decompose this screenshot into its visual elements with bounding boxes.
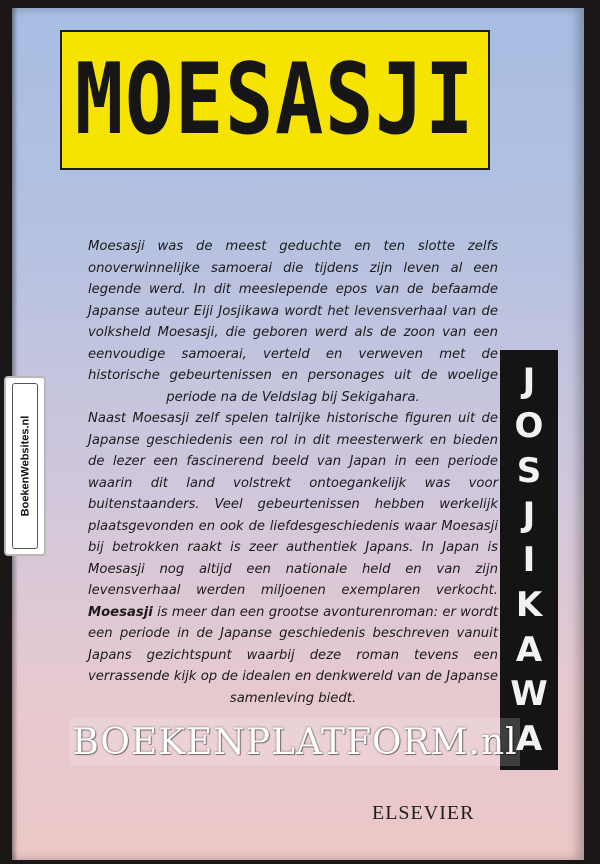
author-name-band xyxy=(500,350,558,770)
author-letter: I xyxy=(522,540,536,580)
blurb-paragraph-2 xyxy=(88,408,498,709)
author-letter: A xyxy=(515,719,543,759)
author-letter: S xyxy=(516,450,542,491)
sticker-label: BoekenWebsites.nl xyxy=(19,415,32,517)
author-letter: W xyxy=(510,674,548,715)
blurb-text xyxy=(88,236,498,709)
blurb-emphasis: Moesasji xyxy=(88,604,153,620)
sticker-border xyxy=(12,383,38,549)
publisher-name: ELSEVIER xyxy=(372,802,475,824)
author-letter: J xyxy=(522,361,536,401)
author-letter: O xyxy=(514,405,544,446)
author-letter: J xyxy=(522,495,536,536)
author-letter: K xyxy=(515,584,543,625)
watermark-banner xyxy=(70,718,520,766)
blurb-tail: is meer dan een grootse avonturenroman: er wordt een periode in de Japanse geschiedenis beschreven vanuit Japans gezichtspunt waarbij deze roman tevens een verrassende kijk op de idealen en denkwereld van de Japanse samenleving biedt. xyxy=(88,604,498,706)
blurb-paragraph-2-text: Naast Moesasji zelf spelen talrijke historische figuren uit de Japanse geschiedenis een rol in dit meesterwerk en bieden de lezer een fascinerend beeld van Japan in een periode waarin dit land volstrekt ontoegankelijk was voor buitenstaanders. Veel gebeurtenissen hebben werkelijk plaatsgevonden en ook de liefdesgeschiedenis waar Moesasji bij betrokken raakt is zeer authentiek Japans. In Japan is Moesasji nog altijd een nationale held en van zijn levensverhaal werden miljoenen exemplaren verkocht. xyxy=(88,411,498,598)
website-sticker xyxy=(4,376,46,556)
book-title: MOESASJI xyxy=(74,43,476,157)
title-box xyxy=(60,30,490,170)
author-letter: A xyxy=(515,629,543,670)
watermark-label: BOEKENPLATFORM.nl xyxy=(72,721,518,763)
blurb-paragraph-1: Moesasji was de meest geduchte en ten slotte zelfs onoverwinnelijke samoerai die tijdens zijn leven al een legende werd. In dit meeslepende epos van de befaamde Japanse auteur Eiji Josjikawa wordt het levensverhaal van de volksheld Moesasji, die geboren werd als de zoon van een eenvoudige samoerai, verteld en verweven met de historische gebeurtenissen en personages uit de woelige periode na de Veldslag bij Sekigahara. xyxy=(88,239,498,405)
